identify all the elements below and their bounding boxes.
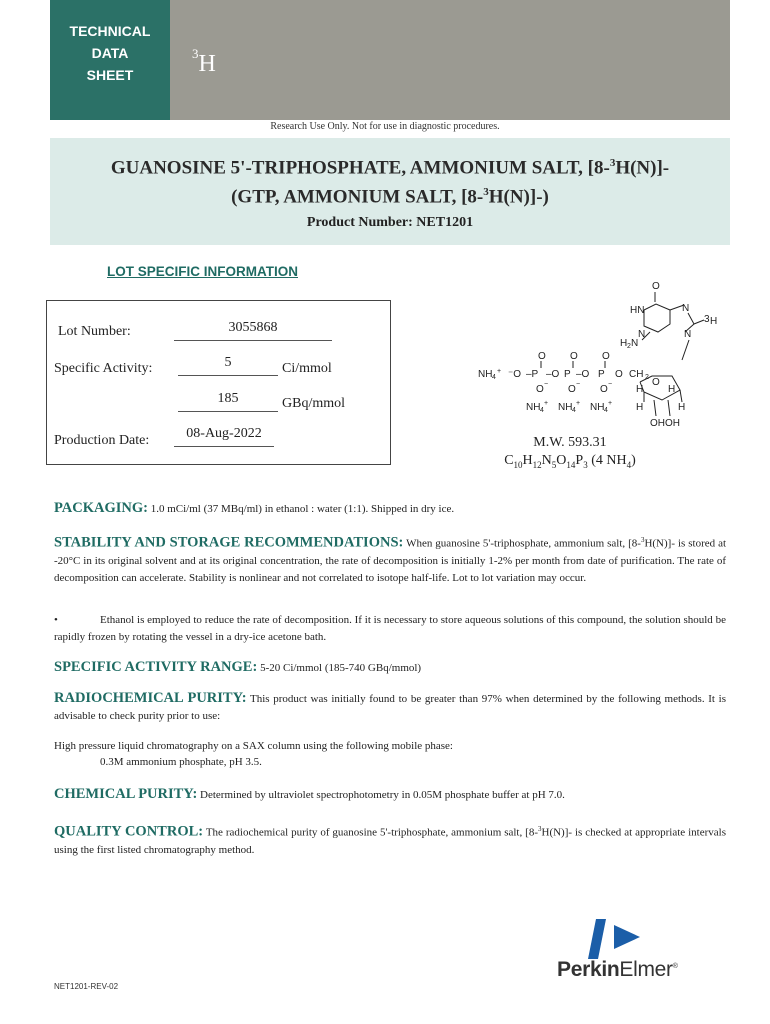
sa-range-heading: SPECIFIC ACTIVITY RANGE:	[54, 659, 258, 675]
svg-text:+: +	[576, 400, 581, 407]
qc-sup: 3	[538, 825, 542, 833]
qc-text: The radiochemical purity of guanosine 5'-triphosphate, ammonium salt, [8-	[203, 826, 538, 839]
chemical-purity-heading: CHEMICAL PURITY:	[54, 786, 198, 802]
ci-unit: Ci/mmol	[282, 361, 332, 376]
technical-data-sheet-badge	[50, 0, 170, 120]
purity-heading: RADIOCHEMICAL PURITY:	[54, 690, 247, 706]
title-text: (GTP, AMMONIUM SALT, [8-	[231, 186, 484, 208]
ethanol-note: Ethanol is employed to reduce the rate of decomposition. If it is necessary to store aqueous solutions of this compound, the solution should be rapidly frozen by rotating the vessel in a dry-ice acetone bath.	[54, 614, 726, 643]
svg-text:N: N	[682, 303, 690, 314]
production-date-value: 08-Aug-2022	[186, 426, 262, 441]
guanosine-triphosphate-structure	[472, 280, 732, 440]
svg-text:2: 2	[645, 374, 649, 381]
svg-text:4: 4	[492, 374, 496, 381]
isotope-mass: 3	[192, 46, 199, 61]
header-banner	[170, 0, 730, 120]
chemical-purity-text: Determined by ultraviolet spectrophotometry in 0.05M phosphate buffer at pH 7.0.	[197, 789, 565, 801]
svg-text:H: H	[636, 384, 644, 395]
svg-text:O: O	[570, 351, 578, 362]
underline	[178, 411, 278, 412]
svg-text:O: O	[600, 384, 608, 395]
svg-text:+: +	[497, 368, 502, 375]
svg-text:N: N	[631, 338, 639, 349]
svg-text:H: H	[710, 316, 718, 327]
lot-number-label: Lot Number:	[58, 324, 131, 339]
specific-activity-gbq-value: 185	[217, 391, 239, 406]
lot-info-heading: LOT SPECIFIC INFORMATION	[107, 264, 298, 279]
isotope-label	[192, 46, 216, 78]
svg-text:O: O	[568, 384, 576, 395]
svg-text:OHOH: OHOH	[650, 418, 680, 429]
disclaimer: Research Use Only. Not for use in diagnostic procedures.	[270, 121, 500, 132]
svg-text:3: 3	[704, 314, 710, 325]
chemical-purity-section	[54, 786, 726, 804]
gbq-unit: GBq/mmol	[282, 396, 346, 411]
revision-code: NET1201-REV-02	[54, 982, 119, 991]
svg-text:−: −	[544, 381, 549, 388]
stability-text: When guanosine 5'-triphosphate, ammonium salt, [8-	[403, 537, 641, 550]
page-title	[50, 151, 730, 210]
specific-activity-ci-value: 5	[224, 355, 232, 370]
stability-heading: STABILITY AND STORAGE RECOMMENDATIONS:	[54, 534, 404, 551]
svg-text:N: N	[638, 329, 646, 340]
svg-text:H: H	[668, 384, 676, 395]
svg-text:NH: NH	[590, 402, 605, 413]
stability-text: H(N)]- is stored at -20°C in its original solvent and at its original concentration, the rate of decomposition is initially 1-2% per month from date of purification. The rate of decomposition can accelerate. Stability is nonlinear and not correlated to isotope half-life. Lot to lot variation may occur.	[54, 537, 727, 584]
svg-text:H: H	[678, 402, 686, 413]
svg-text:+: +	[608, 400, 613, 407]
title-sup: 3	[609, 157, 616, 169]
title-sup: 3	[483, 186, 489, 199]
stability-sup: 3	[640, 536, 645, 544]
packaging-heading: PACKAGING:	[54, 500, 148, 516]
hplc-method-line: High pressure liquid chromatography on a SAX column using the following mobile phase:	[54, 740, 453, 752]
title-text: GUANOSINE 5'-TRIPHOSPHATE, AMMONIUM SALT, [8-	[110, 157, 610, 179]
purity-text: This product was initially found to be greater than 97% when determined by the following methods. It is advisable to check purity prior to use:	[54, 693, 726, 722]
badge-line: SHEET	[86, 67, 134, 83]
underline	[178, 375, 278, 376]
svg-text:−: −	[608, 381, 613, 388]
svg-text:O: O	[602, 351, 610, 362]
product-number: Product Number: NET1201	[306, 215, 474, 230]
molecular-formula: $C_{10}H_{12}N_5O_{14}P_3$ (4 $NH_4$)	[504, 453, 636, 470]
svg-text:⁻O: ⁻O	[508, 369, 522, 380]
underline	[174, 446, 274, 447]
svg-text:O: O	[538, 351, 546, 362]
svg-text:–O: –O	[576, 369, 590, 380]
svg-text:H: H	[620, 338, 628, 349]
quality-control-section	[54, 821, 726, 859]
svg-text:2: 2	[627, 343, 631, 350]
underline	[174, 340, 332, 341]
badge-line: TECHNICAL	[69, 23, 151, 39]
svg-text:−: −	[576, 381, 581, 388]
svg-text:–P: –P	[526, 369, 539, 380]
svg-text:O: O	[652, 281, 660, 292]
svg-text:NH: NH	[478, 369, 493, 380]
svg-text:4: 4	[572, 407, 576, 414]
specific-activity-range-section	[54, 659, 726, 677]
svg-text:NH: NH	[558, 402, 573, 413]
svg-text:N: N	[684, 329, 692, 340]
radiochemical-purity-section	[54, 690, 726, 725]
production-date-label: Production Date:	[54, 433, 150, 448]
lot-number-value: 3055868	[228, 320, 278, 335]
title-text: H(N)]-	[615, 157, 670, 179]
title-text: H(N)]-)	[488, 186, 549, 208]
svg-text:CH: CH	[629, 369, 644, 380]
svg-text:+: +	[544, 400, 549, 407]
svg-text:P: P	[564, 369, 571, 380]
mobile-phase-line: 0.3M ammonium phosphate, pH 3.5.	[100, 756, 262, 768]
svg-text:NH: NH	[526, 402, 541, 413]
packaging-text: 1.0 mCi/ml (37 MBq/ml) in ethanol : water (1:1). Shipped in dry ice.	[147, 503, 455, 515]
specific-activity-label: Specific Activity:	[54, 361, 153, 376]
svg-text:H: H	[636, 402, 644, 413]
packaging-section	[54, 500, 726, 518]
badge-line: DATA	[91, 45, 129, 61]
svg-text:O: O	[652, 377, 660, 388]
molecular-weight-block	[470, 434, 670, 474]
isotope-symbol: H	[198, 51, 216, 77]
svg-text:HN: HN	[630, 305, 645, 316]
bullet-mark: •	[54, 614, 58, 626]
stability-section	[54, 532, 726, 587]
svg-text:4: 4	[540, 407, 544, 414]
qc-text: H(N)]- is checked at appropriate intervals using the first listed chromatography method.	[54, 826, 726, 856]
perkinelmer-logo-text: PerkinElmer®	[557, 958, 678, 981]
molecular-weight: M.W. 593.31	[533, 435, 607, 450]
sa-range-text: 5-20 Ci/mmol (185-740 GBq/mmol)	[257, 662, 422, 674]
qc-heading: QUALITY CONTROL:	[54, 823, 204, 840]
svg-text:P: P	[598, 369, 605, 380]
svg-text:–O: –O	[546, 369, 560, 380]
svg-text:4: 4	[604, 407, 608, 414]
svg-text:O: O	[536, 384, 544, 395]
svg-text:O: O	[615, 369, 623, 380]
